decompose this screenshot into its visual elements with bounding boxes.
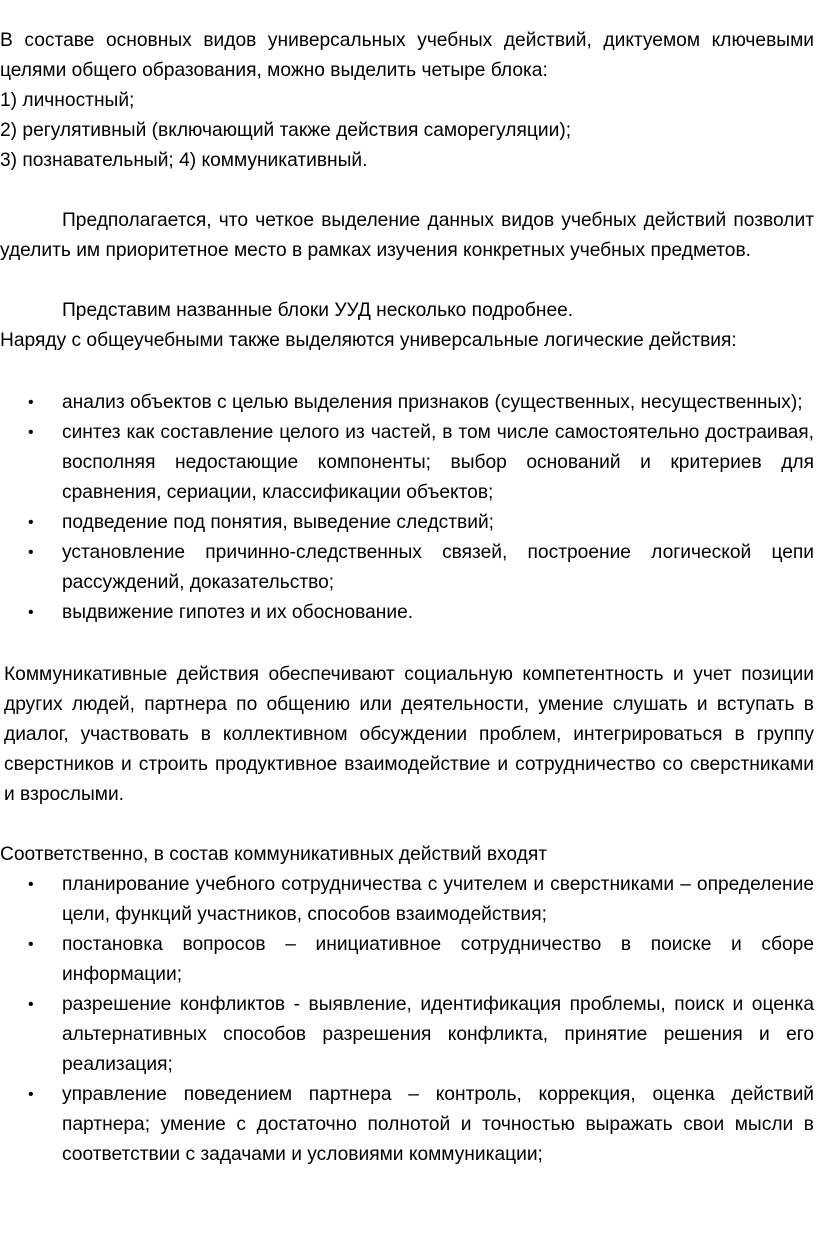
bullet-icon: •: [28, 514, 34, 531]
communicative-paragraph: Коммуникативные действия обеспечивают социальную компетентность и учет позиции других людей, партнера по общению или деятельности, умение слушать и вступать в диалог, участвовать в коллективном обсуждении проблем, интегрироваться в группу сверстников и строить продуктивное взаимодействие и сотрудничество со сверстниками и взрослыми.: [4, 664, 814, 805]
list-item: [0, 538, 814, 598]
block-item-3-4: 3) познавательный; 4) коммуникативный.: [0, 150, 368, 171]
document-page: [0, 26, 814, 1170]
logical-actions-list: [0, 388, 814, 628]
list-item: [0, 990, 814, 1080]
list-item: [0, 508, 814, 538]
spacer: [0, 628, 814, 660]
bullet-icon: •: [28, 424, 34, 441]
bullet-icon: •: [28, 604, 34, 621]
detail-paragraph: Представим названные блоки УУД несколько подробнее.: [62, 300, 574, 321]
communicative-actions-list: [0, 870, 814, 1170]
block-item-1: 1) личностный;: [0, 90, 135, 111]
list-item-text: выдвижение гипотез и их обоснование.: [62, 602, 414, 623]
bullet-icon: •: [28, 936, 34, 953]
list-item: [0, 1080, 814, 1170]
block-item-2: 2) регулятивный (включающий также действия саморегуляции);: [0, 120, 572, 141]
list-item: [0, 870, 814, 930]
spacer: [0, 176, 814, 206]
list-item-text: синтез как составление целого из частей, в том числе самостоятельно достраивая, восполняя недостающие компоненты; выбор оснований и критериев для сравнения, сериации, классификации объектов;: [62, 422, 814, 503]
list-item-text: установление причинно-следственных связей, построение логической цепи рассуждений, доказательство;: [62, 542, 814, 593]
bullet-icon: •: [28, 1086, 34, 1103]
intro-section: [0, 26, 814, 176]
spacer: [0, 266, 814, 296]
intro-sentence: В составе основных видов универсальных учебных действий, диктуемом ключевыми целями общего образования, можно выделить четыре блока:: [0, 30, 814, 81]
list-item: [0, 930, 814, 990]
communicative-actions-intro: Соответственно, в состав коммуникативных действий входят: [0, 844, 548, 865]
list-item-text: управление поведением партнера – контроль, коррекция, оценка действий партнера; умение с достаточно полнотой и точностью выражать свои мысли в соответствии с задачами и условиями коммуникации;: [62, 1084, 814, 1165]
list-item: [0, 598, 814, 628]
list-item: [0, 418, 814, 508]
bullet-icon: •: [28, 876, 34, 893]
bullet-icon: •: [28, 996, 34, 1013]
bullet-icon: •: [28, 394, 34, 411]
list-item-text: анализ объектов с целью выделения признаков (существенных, несущественных);: [62, 392, 803, 413]
priority-paragraph: Предполагается, что четкое выделение данных видов учебных действий позволит уделить им приоритетное место в рамках изучения конкретных учебных предметов.: [0, 210, 814, 261]
list-item-text: разрешение конфликтов - выявление, идентификация проблемы, поиск и оценка альтернативных способов разрешения конфликта, принятие решения и его реализация;: [62, 994, 814, 1075]
list-item-text: постановка вопросов – инициативное сотрудничество в поиске и сборе информации;: [62, 934, 814, 985]
list-item: [0, 388, 814, 418]
list-item-text: подведение под понятия, выведение следствий;: [62, 512, 494, 533]
list-item-text: планирование учебного сотрудничества с учителем и сверстниками – определение цели, функций участников, способов взаимодействия;: [62, 874, 814, 925]
spacer: [0, 810, 814, 840]
spacer: [0, 356, 814, 388]
bullet-icon: •: [28, 544, 34, 561]
logical-actions-intro: Наряду с общеучебными также выделяются универсальные логические действия:: [0, 330, 737, 351]
